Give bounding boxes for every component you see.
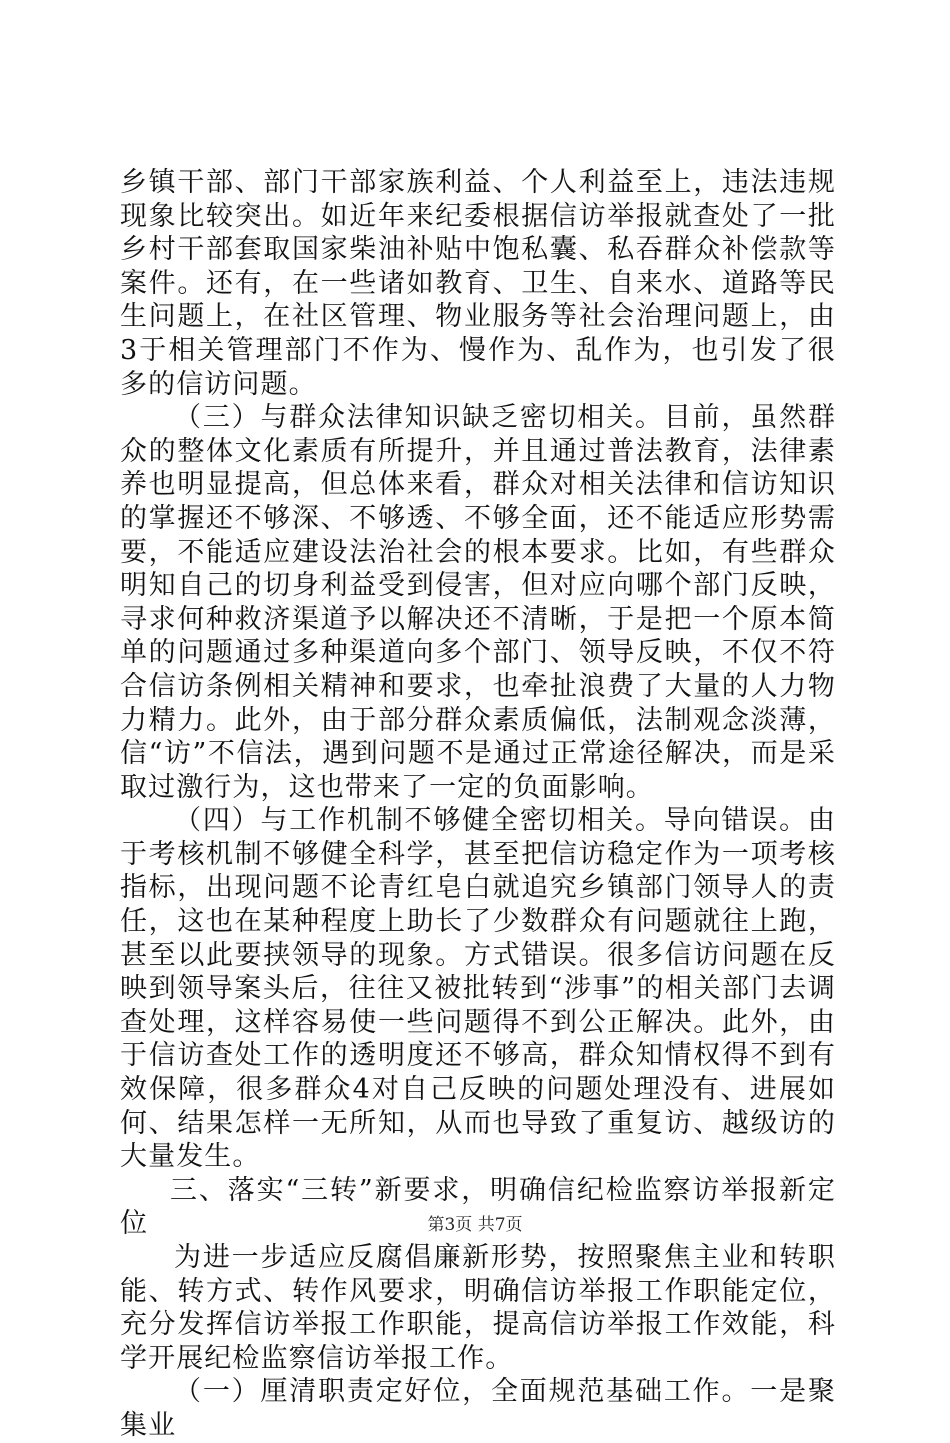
section-heading: 三、落实“三转”新要求，明确信纪检监察访举报新定位 xyxy=(120,1174,836,1240)
paragraph-continued: 乡镇干部、部门干部家族利益、个人利益至上，违法违规现象比较突出。如近年来纪委根据信访举报就查处了一批乡村干部套取国家柴油补贴中饱私囊、私吞群众补偿款等案件。还有，在一些诸如教育、卫生、自来水、道路等民生问题上，在社区管理、物业服务等社会治理问题上，由3于相关管理部门不作为、慢作为、乱作为，也引发了很多的信访问题。 xyxy=(120,167,836,400)
paragraph-section-3: （三）与群众法律知识缺乏密切相关。目前，虽然群众的整体文化素质有所提升，并且通过普法教育，法律素养也明显提高，但总体来看，群众对相关法律和信访知识的掌握还不够深、不够透、不够全面，还不能适应形势需要，不能适应建设法治社会的根本要求。比如，有些群众明知自己的切身利益受到侵害，但对应向哪个部门反映，寻求何种救济渠道予以解决还不清晰，于是把一个原本简单的问题通过多种渠道向多个部门、领导反映，不仅不符合信访条例相关精神和要求，也牵扯浪费了大量的人力物力精力。此外，由于部分群众素质偏低，法制观念淡薄，信“访”不信法，遇到问题不是通过正常途径解决，而是采取过激行为，这也带来了一定的负面影响。 xyxy=(120,402,836,803)
paragraph-subsection-1: （一）厘清职责定好位，全面规范基础工作。一是聚集业 xyxy=(120,1376,836,1441)
document-body xyxy=(120,166,836,1443)
paragraph-section-4: （四）与工作机制不够健全密切相关。导向错误。由于考核机制不够健全科学，甚至把信访稳定作为一项考核指标，出现问题不论青红皂白就追究乡镇部门领导人的责任，这也在某种程度上助长了少数群众有问题就往上跑，甚至以此要挟领导的现象。方式错误。很多信访问题在反映到领导案头后，往往又被批转到“涉事”的相关部门去调查处理，这样容易使一些问题得不到公正解决。此外，由于信访查处工作的透明度还不够高，群众知情权得不到有效保障，很多群众4对自己反映的问题处理没有、进展如何、结果怎样一无所知，从而也导致了重复访、越级访的大量发生。 xyxy=(120,805,836,1173)
page-number-footer: 第3页 共7页 xyxy=(427,1215,523,1235)
paragraph-intro: 为进一步适应反腐倡廉新形势，按照聚焦主业和转职能、转方式、转作风要求，明确信访举报工作职能定位，充分发挥信访举报工作职能，提高信访举报工作效能，科学开展纪检监察信访举报工作。 xyxy=(120,1242,836,1374)
